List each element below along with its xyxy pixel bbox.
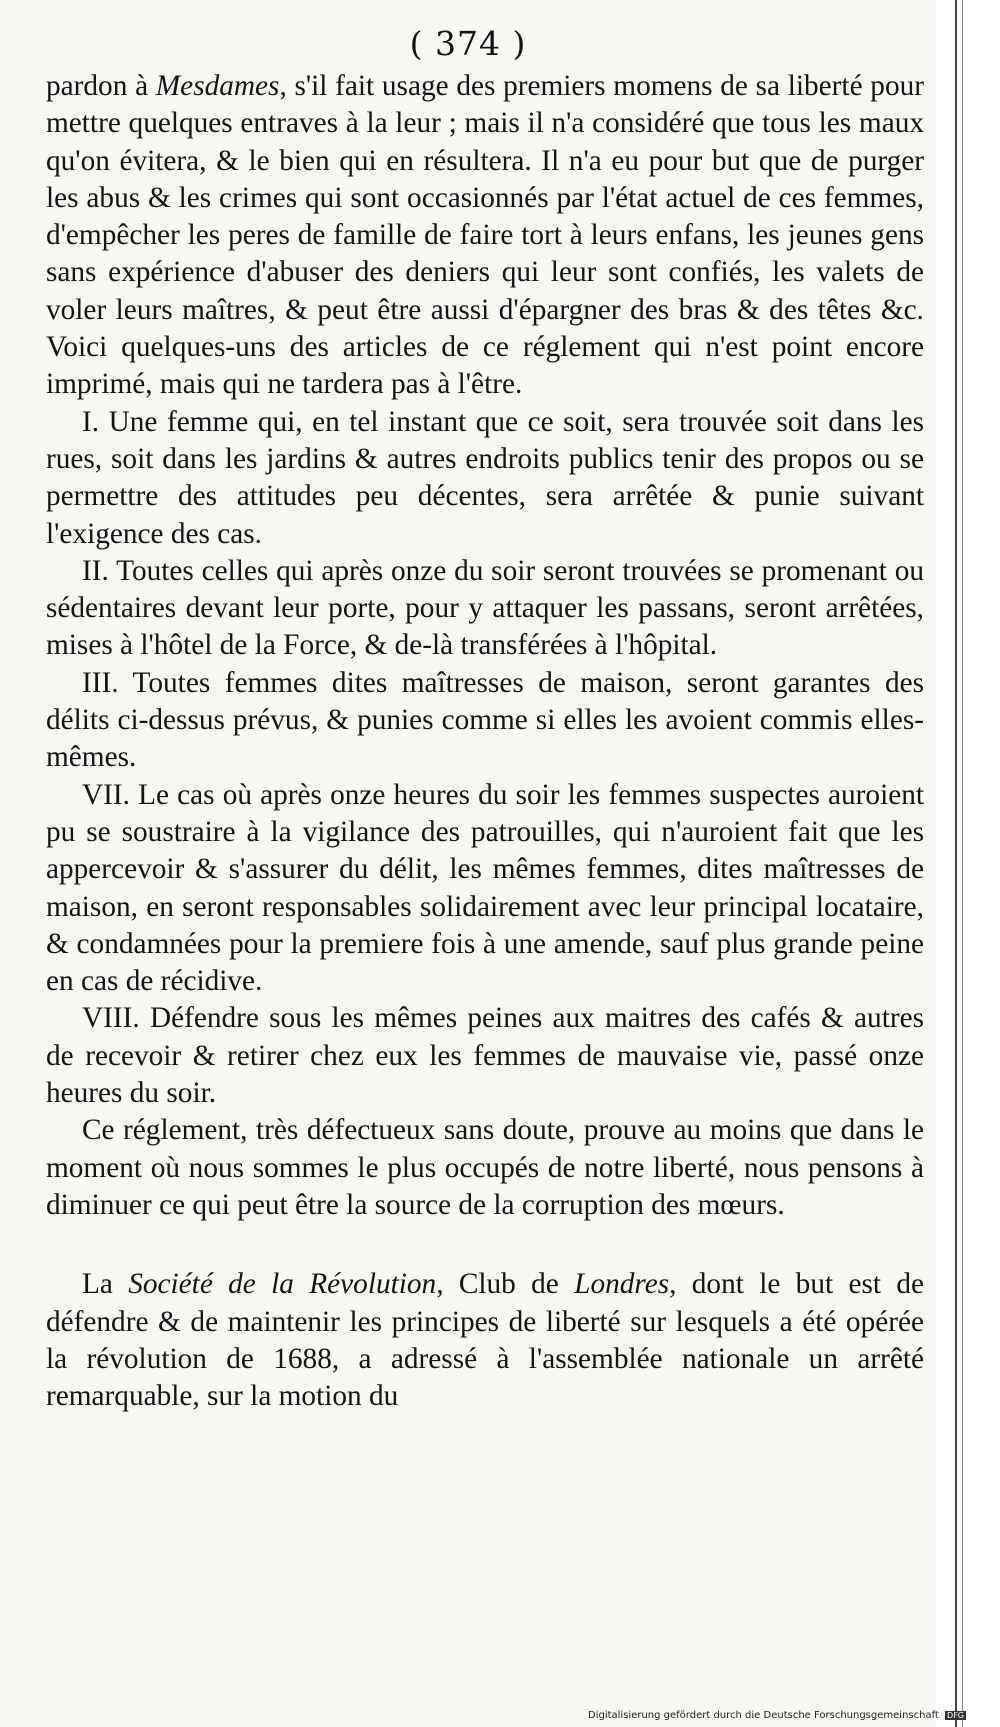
text-run: , dont le but est de défendre & de maintenir les principes de liberté sur lesquels a été opérée la révolution de 1688, a adressé à l'assemblée nationale un arrêté remarquable, sur la motion du: [46, 1268, 924, 1413]
dfg-logo-badge: DFG: [947, 1711, 964, 1720]
text-run: I. Une femme qui, en tel instant que ce soit, sera trouvée soit dans les rues, soit dans les jardins & autres endroits publics tenir des propos ou se permettre des attitudes peu décentes, sera arrêtée & punie suivant l'exigence des cas.: [46, 405, 924, 550]
text-run-italic: Londres: [574, 1268, 670, 1301]
text-run: La: [82, 1268, 129, 1301]
text-run-italic: Société de la Révolution: [128, 1268, 437, 1301]
text-run: , s'il fait usage des premiers momens de sa liberté pour mettre quelques entraves à la leur ; mais il n'a considéré que tous les maux qu'on évitera, & le bien qui en résultera. Il n'a eu pour but que de purger les abus & les crimes qui sont occasionnés par l'état actuel de ces femmes, d'empêcher les peres de famille de faire tort à leurs enfans, les jeunes gens sans expérience d'abuser des deniers qui leur sont confiés, les valets de voler leurs maîtres, & peut être aussi d'épargner des bras & des têtes &c. Voici quelques-uns des articles de ce réglement qui n'est point encore imprimé, mais qui ne tardera pas à l'être.: [46, 70, 924, 401]
page-number: ( 374 ): [409, 24, 527, 63]
page-margin-right: [936, 0, 1000, 1727]
paragraph-intro: [46, 68, 924, 404]
footer-text: Digitalisierung gefördert durch die Deutsche Forschungsgemeinschaft: [588, 1710, 939, 1721]
text-run: Ce réglement, très défectueux sans doute, prouve au moins que dans le moment où nous sommes le plus occupés de notre liberté, nous pensons à diminuer ce qui peut être la source de la corruption des mœurs.: [46, 1114, 924, 1221]
digitization-footer: [588, 1710, 968, 1721]
page-edge-line: [962, 0, 963, 1727]
text-run: VIII. Défendre sous les mêmes peines aux maitres des cafés & autres de recevoir & retirer chez eux les femmes de mauvaise vie, passé onze heures du soir.: [46, 1002, 924, 1110]
article-vii: [46, 777, 924, 1001]
page-edge-line: [955, 0, 957, 1727]
body-text: [46, 68, 924, 1415]
text-run: pardon à: [46, 70, 156, 102]
text-run: II. Toutes celles qui après onze du soir seront trouvées se promenant ou sédentaires devant leur porte, pour y attaquer les passans, seront arrêtées, mises à l'hôtel de la Force, & de-là transférées à l'hôpital.: [46, 554, 924, 662]
paragraph-societe: [46, 1266, 924, 1415]
article-ii: [46, 553, 924, 665]
article-viii: [46, 1000, 924, 1112]
text-run-italic: Mesdames: [155, 70, 280, 102]
article-iii: [46, 665, 924, 777]
text-run: , Club de: [436, 1268, 575, 1301]
text-run: VII. Le cas où après onze heures du soir les femmes suspectes auroient pu se soustraire à la vigilance des patrouilles, qui n'auroient fait que les appercevoir & s'assurer du délit, les mêmes femmes, dites maîtresses de maison, en seront responsables solidairement avec leur principal locataire, & condamnées pour la premiere fois à une amende, sauf plus grande peine en cas de récidive.: [46, 778, 924, 998]
article-i: [46, 404, 924, 553]
paragraph-conclusion: [46, 1112, 924, 1224]
text-run: III. Toutes femmes dites maîtresses de maison, seront garantes des délits ci-dessus prévus, & punies comme si elles les avoient commis elles-mêmes.: [46, 666, 924, 774]
